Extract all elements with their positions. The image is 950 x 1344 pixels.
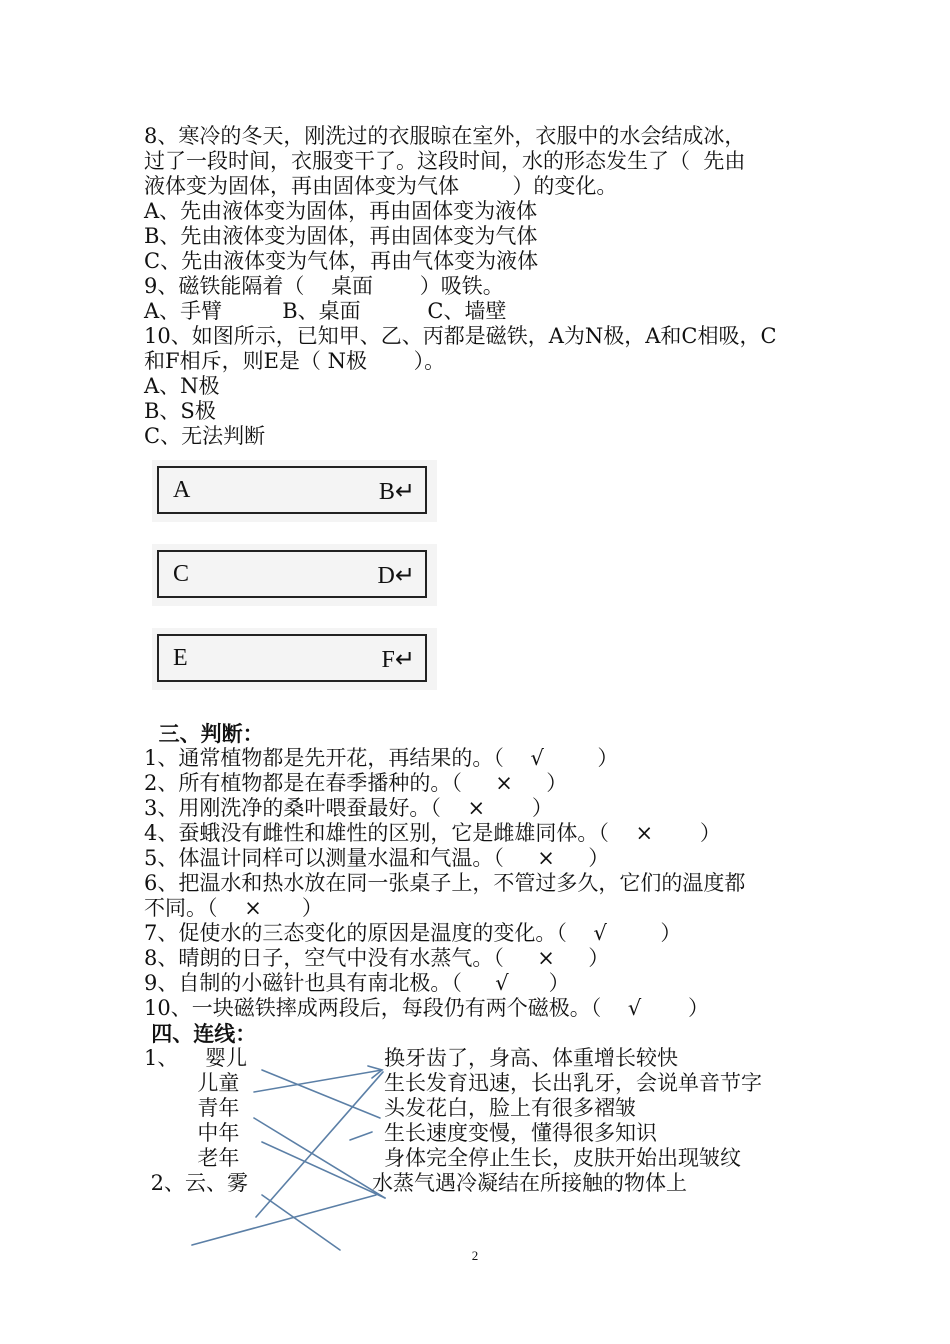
magnet-pole-label: E [173,645,188,671]
match-left-item: 青年 [144,1096,240,1120]
judge-item: 不同。（ × ） [144,896,323,920]
section-heading: 三、判断： [144,721,264,746]
judge-item: 8、晴朗的日子，空气中没有水蒸气。（ × ） [144,946,610,970]
match-line [350,1132,372,1140]
option-line: A、先由液体变为固体，再由固体变为液体 [144,199,538,223]
option-line: B、S极 [144,399,216,423]
question-line: 8、寒冷的冬天，刚洗过的衣服晾在室外，衣服中的水会结成冰， [144,124,746,148]
judge-item: 9、自制的小磁针也具有南北极。（ √ ） [144,971,570,995]
section-heading: 四、连线： [144,1021,257,1046]
page-number: 2 [471,1248,479,1263]
magnet-pole-label: B↵ [378,479,415,505]
option-line: A、N极 [144,374,220,398]
match-left-item: 1、 婴儿 [144,1046,248,1070]
judge-item: 1、通常植物都是先开花，再结果的。（ √ ） [144,746,619,770]
match-right-item: 水蒸气遇冷凝结在所接触的物体上 [372,1171,687,1195]
question-line: 液体变为固体，再由固体变为气体 ）的变化。 [144,174,618,198]
magnet-pole-label: C [173,561,190,587]
match-left-item: 老年 [144,1146,240,1170]
match-right-item: 头发花白，脸上有很多褶皱 [384,1096,636,1120]
match-left-item: 2、云、雾 [144,1171,249,1195]
judge-item: 6、把温水和热水放在同一张桌子上，不管过多久，它们的温度都 [144,871,746,895]
match-right-item: 生长速度变慢，懂得很多知识 [384,1121,657,1145]
option-line: C、先由液体变为气体，再由气体变为液体 [144,249,539,273]
question-line: 9、磁铁能隔着（ 桌面 ）吸铁。 [144,274,504,298]
judge-item: 2、所有植物都是在春季播种的。（ × ） [144,771,568,795]
match-line [254,1118,385,1198]
judge-item: 3、用刚洗净的桑叶喂蚕最好。（ × ） [144,796,553,820]
option-line: B、先由液体变为固体，再由固体变为气体 [144,224,538,248]
match-right-item: 换牙齿了，身高、体重增长较快 [384,1046,678,1070]
match-line [192,1195,376,1245]
question-line: 过了一段时间，衣服变干了。这段时间，水的形态发生了（ 先由 [144,149,746,173]
match-left-item: 儿童 [144,1071,240,1095]
magnet-pole-label: D↵ [377,563,415,589]
magnet-pole-label: A [173,477,191,503]
option-line: A、手臂 B、桌面 C、墙壁 [144,299,507,323]
match-right-item: 身体完全停止生长，皮肤开始出现皱纹 [384,1146,741,1170]
judge-item: 5、体温计同样可以测量水温和气温。（ × ） [144,846,610,870]
question-line: 和F相斥，则E是（ N极 ）。 [144,349,446,373]
judge-item: 10、一块磁铁摔成两段后，每段仍有两个磁极。（ √ ） [144,996,710,1020]
magnet-pole-label: F↵ [381,647,415,673]
judge-item: 7、促使水的三态变化的原因是温度的变化。（ √ ） [144,921,682,945]
match-left-item: 中年 [144,1121,240,1145]
question-line: 10、如图所示，已知甲、乙、丙都是磁铁，A为N极，A和C相吸，C [144,324,777,348]
match-right-item: 生长发育迅速，长出乳牙，会说单音节字 [384,1071,762,1095]
judge-item: 4、蚕蛾没有雌性和雄性的区别，它是雌雄同体。（ × ） [144,821,721,845]
option-line: C、无法判断 [144,424,266,448]
match-line [254,1070,382,1092]
match-line [262,1070,380,1118]
